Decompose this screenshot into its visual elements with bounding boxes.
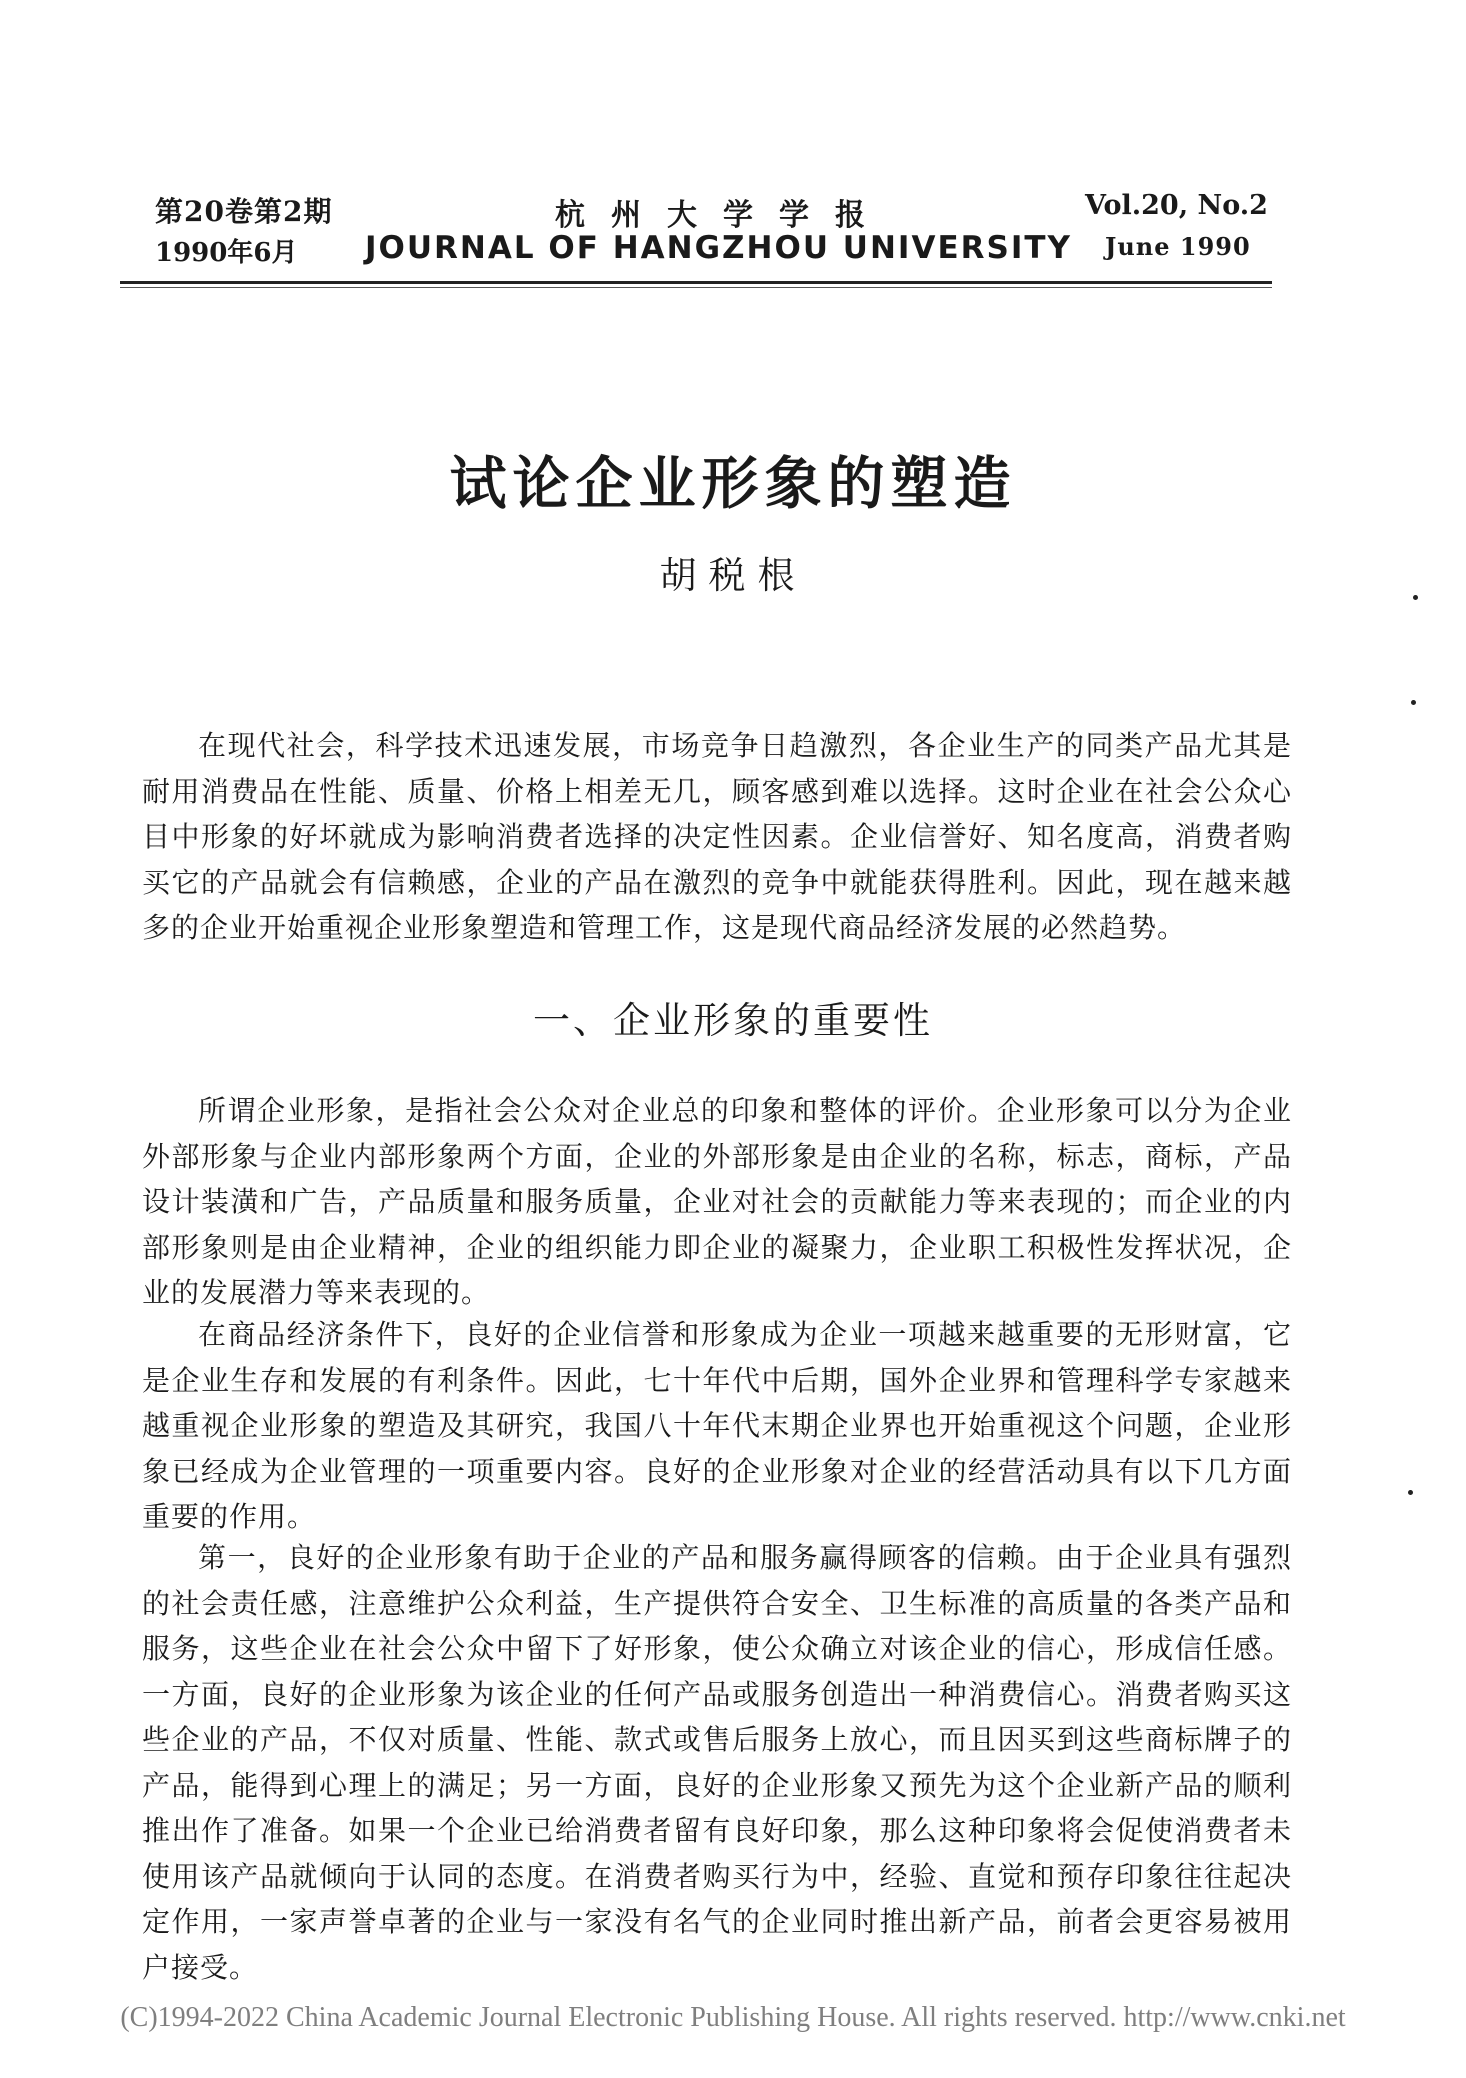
paragraph-intro: 在现代社会，科学技术迅速发展，市场竞争日趋激烈，各企业生产的同类产品尤其是耐用消费品在性能、质量、价格上相差无几，顾客感到难以选择。这时企业在社会公众心目中形象的好坏就成为影响消费者选择的决定性因素。企业信誉好、知名度高，消费者购买它的产品就会有信赖感，企业的产品在激烈的竞争中就能获得胜利。因此，现在越来越多的企业开始重视企业形象塑造和管理工作，这是现代商品经济发展的必然趋势。: [142, 729, 1292, 944]
paragraph-first-point: 第一，良好的企业形象有助于企业的产品和服务赢得顾客的信赖。由于企业具有强烈的社会责任感，注意维护公众利益，生产提供符合安全、卫生标准的高质量的各类产品和服务，这些企业在社会公众中留下了好形象，使公众确立对该企业的信心，形成信任感。一方面，良好的企业形象为该企业的任何产品或服务创造出一种消费信心。消费者购买这些企业的产品，不仅对质量、性能、款式或售后服务上放心，而且因买到这些商标牌子的产品，能得到心理上的满足；另一方面，良好的企业形象又预先为这个企业新产品的顺利推出作了准备。如果一个企业已给消费者留有良好印象，那么这种印象将会促使消费者未使用该产品就倾向于认同的态度。在消费者购买行为中，经验、直觉和预存印象往往起决定作用，一家声誉卓著的企业与一家没有名气的企业同时推出新产品，前者会更容易被用户接受。: [142, 1541, 1292, 1984]
header-rule: [120, 281, 1272, 284]
article-author: 胡税根: [659, 554, 807, 597]
journal-name-en: JOURNAL OF HANGZHOU UNIVERSITY: [365, 230, 1072, 266]
section-heading: 一、企业形象的重要性: [533, 999, 933, 1042]
volume-issue-cn: 第20卷第2期: [155, 195, 333, 228]
header-rule-thin: [120, 287, 1272, 288]
article-title: 试论企业形象的塑造: [449, 450, 1017, 517]
journal-name-cn: 杭州大学学报: [555, 198, 891, 233]
publication-date-cn: 1990年6月: [155, 238, 298, 268]
copyright-footer: (C)1994-2022 China Academic Journal Electronic Publishing House. All rights reserved. http://www.cnki.net: [120, 2002, 1346, 2033]
paragraph-economic-conditions: 在商品经济条件下，良好的企业信誉和形象成为企业一项越来越重要的无形财富，它是企业生存和发展的有利条件。因此，七十年代中后期，国外企业界和管理科学专家越来越重视企业形象的塑造及其研究，我国八十年代末期企业界也开始重视这个问题，企业形象已经成为企业管理的一项重要内容。良好的企业形象对企业的经营活动具有以下几方面重要的作用。: [142, 1318, 1292, 1533]
scan-speck: [1413, 595, 1418, 600]
publication-date-en: June 1990: [1105, 232, 1251, 261]
paragraph-definition: 所谓企业形象，是指社会公众对企业总的印象和整体的评价。企业形象可以分为企业外部形象与企业内部形象两个方面，企业的外部形象是由企业的名称，标志，商标，产品设计装潢和广告，产品质量和服务质量，企业对社会的贡献能力等来表现的；而企业的内部形象则是由企业精神，企业的组织能力即企业的凝聚力，企业职工积极性发挥状况，企业的发展潜力等来表现的。: [142, 1094, 1292, 1309]
scan-speck: [1411, 700, 1416, 705]
volume-issue-en: Vol.20, No.2: [1085, 190, 1268, 221]
scan-speck: [1408, 1490, 1413, 1495]
